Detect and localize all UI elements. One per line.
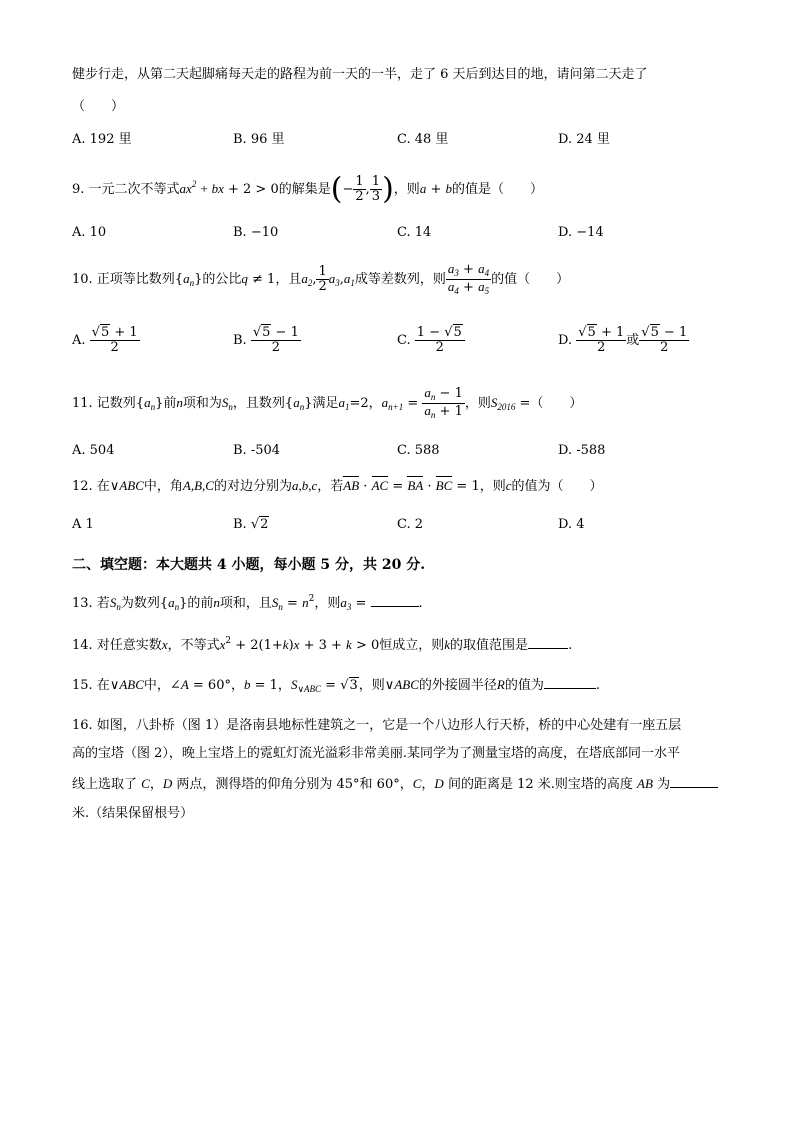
- q9-option-a: A. 10: [72, 225, 107, 240]
- q12-stem: 12. 在∨ABC中，角A,B,C的对边分别为a,b,c，若AB · AC = BA · BC = 1，则c的值为（ ）: [72, 478, 603, 494]
- q11-option-b: B. -504: [233, 443, 281, 458]
- q14-stem: 14. 对任意实数x，不等式$x^2 + 2(1+k)x + 3 + k > 0$恒成立，则k的取值范围是 .: [72, 636, 573, 653]
- q10-stem: 10. 正项等比数列$\{a_n\}$的公比q ≠ 1，且$a_2$, $\frac{1}{2}$ $a_3,a_1$成等差数列，则 $\frac{a_3 + a_4}{a_4 + a_5}$ 的值（ ）: [72, 261, 570, 296]
- q11-stem: 11. 记数列$\{a_n\}$前n项和为$S_n$，且数列$\{a_n\}$满足$a_1=2$，$a_{n+1}$ = $\frac{a_n - 1}{a_n + 1}$ ，则$S_{2016}$ =（ ）: [72, 385, 583, 420]
- q8-paren: （ ）: [72, 99, 125, 114]
- q8-option-d: D. 24 里: [558, 132, 610, 147]
- q16-line2: 高的宝塔（图 2），晚上宝塔上的霓虹灯流光溢彩非常美丽.某同学为了测量宝塔的高度，在塔底部同一水平: [72, 746, 681, 761]
- q11-option-d: D. -588: [558, 443, 606, 458]
- q10-option-a: A. $\frac{√5 + 1}{2}$: [72, 324, 138, 355]
- q8-option-c: C. 48 里: [397, 132, 449, 147]
- q9-option-d: D. −14: [558, 225, 604, 240]
- q8-option-b: B. 96 里: [233, 132, 285, 147]
- q10-option-d: D. $\frac{√5 + 1}{2}$ 或 $\frac{√5 - 1}{2}$: [558, 324, 688, 355]
- q12-option-b: B. √2: [233, 517, 269, 532]
- section-heading: 二、填空题：本大题共 4 小题，每小题 5 分，共 20 分.: [72, 557, 426, 573]
- q15-stem: 15. 在∨ABC中，∠A = 60°，b = 1，$S_{\vee ABC} = √3$，则∨ABC的外接圆半径R的值为 .: [72, 677, 600, 694]
- q12-option-a: A 1: [72, 517, 94, 532]
- q16-line1: 16. 如图，八卦桥（图 1）是洛南县地标性建筑之一，它是一个八边形人行天桥，桥的中心处建有一座五层: [72, 718, 682, 733]
- q11-option-c: C. 588: [397, 443, 440, 458]
- q10-option-b: B. $\frac{√5 - 1}{2}$: [233, 324, 299, 355]
- q16-line4: 米.（结果保留根号）: [72, 806, 194, 821]
- q13-stem: 13. 若$S_n$为数列$\{a_n\}$的前n项和，且$S_n = n^2$，则$a_3$ = .: [72, 594, 423, 612]
- q16-line3: 线上选取了 C，D 两点，测得塔的仰角分别为 45°和 60°，C，D 间的距离是 12 米.则宝塔的高度 AB 为: [72, 776, 718, 793]
- q9-option-c: C. 14: [397, 225, 432, 240]
- q12-option-c: C. 2: [397, 517, 424, 532]
- q12-option-d: D. 4: [558, 517, 585, 532]
- q9-stem: 9. 一元二次不等式$ax^2$ + bx + 2 > 0的解集是(− $\frac{1}{2}$ , $\frac{1}{3}$ )，则a + b的值是（ ）: [72, 171, 543, 207]
- q9-option-b: B. −10: [233, 225, 279, 240]
- q8-stem: 健步行走，从第二天起脚痛每天走的路程为前一天的一半，走了 6 天后到达目的地，请问第二天走了: [72, 67, 648, 82]
- q10-option-c: C. $\frac{1 - √5}{2}$: [397, 320, 465, 362]
- q8-option-a: A. 192 里: [72, 132, 132, 147]
- q11-option-a: A. 504: [72, 443, 115, 458]
